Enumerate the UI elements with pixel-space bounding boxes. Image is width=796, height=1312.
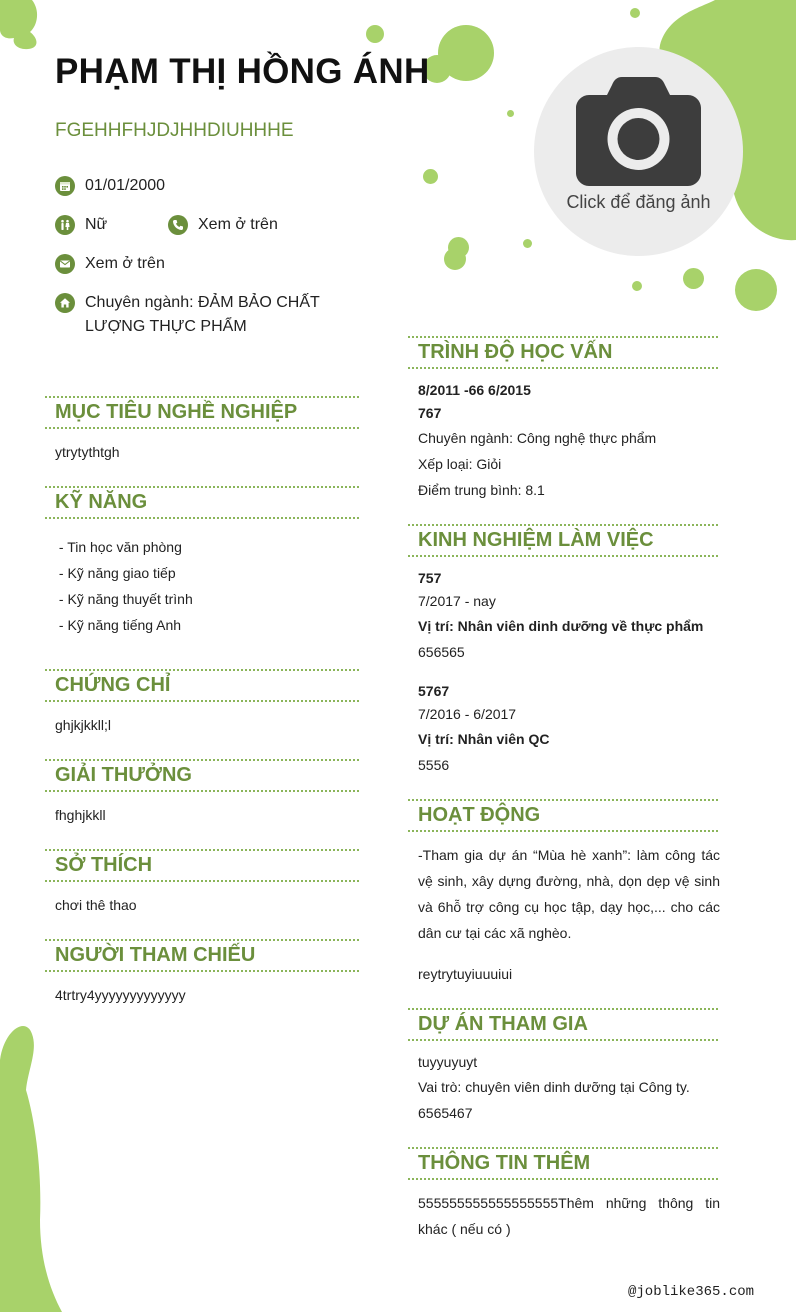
experience-desc[interactable]: 5556: [418, 757, 450, 773]
phone-icon: [168, 215, 188, 235]
experience-company[interactable]: 5767: [418, 683, 450, 699]
decor-dot: [523, 239, 532, 248]
email-value[interactable]: Xem ở trên: [85, 255, 165, 272]
certificates-text[interactable]: ghjkjkkll;l: [55, 717, 112, 733]
awards-text[interactable]: fhghjkkll: [55, 807, 106, 823]
experience-company[interactable]: 757: [418, 570, 442, 586]
job-title[interactable]: FGEHHFHJDJHHDIUHHHE: [55, 120, 294, 141]
experience-period[interactable]: 7/2017 - nay: [418, 593, 496, 609]
candidate-name[interactable]: PHẠM THỊ HỒNG ÁNH: [55, 52, 430, 91]
education-title: TRÌNH ĐỘ HỌC VẤN: [408, 336, 718, 369]
experience-position[interactable]: Vị trí: Nhân viên QC: [418, 731, 550, 747]
gender-row: [55, 213, 107, 237]
experience-position[interactable]: Vị trí: Nhân viên dinh dưỡng về thực phẩm: [418, 618, 704, 634]
decor-dot: [632, 281, 642, 291]
experience-desc[interactable]: 656565: [418, 644, 465, 660]
mail-icon: [55, 254, 75, 274]
decor-dot: [423, 169, 438, 184]
activities-extra[interactable]: reytrytuyiuuuiui: [418, 966, 513, 982]
references-title: NGƯỜI THAM CHIẾU: [45, 939, 359, 972]
camera-icon: [576, 77, 701, 187]
gender-value[interactable]: Nữ: [85, 216, 108, 233]
hobbies-title: SỞ THÍCH: [45, 849, 359, 882]
education-school[interactable]: 767: [418, 405, 442, 421]
skill-item[interactable]: - Kỹ năng tiếng Anh: [55, 617, 182, 633]
project-role[interactable]: Vai trò: chuyên viên dinh dưỡng tại Công ty.: [418, 1079, 690, 1095]
birthday-value[interactable]: 01/01/2000: [85, 177, 166, 194]
birthday-row: [55, 174, 165, 198]
major-row: [55, 291, 320, 339]
photo-upload-label: Click để đăng ảnh: [566, 192, 711, 212]
major-line-1: Chuyên ngành: ĐẢM BẢO CHẤT: [85, 294, 320, 311]
awards-title: GIẢI THƯỞNG: [45, 759, 359, 792]
projects-title: DỰ ÁN THAM GIA: [408, 1008, 718, 1041]
objective-text[interactable]: ytrytythtgh: [55, 444, 120, 460]
decor-dot: [735, 269, 777, 311]
education-major[interactable]: Chuyên ngành: Công nghệ thực phẩm: [418, 430, 657, 446]
experience-title: KINH NGHIỆM LÀM VIỆC: [408, 524, 718, 557]
certificates-title: CHỨNG CHỈ: [45, 669, 359, 702]
decor-dot: [507, 110, 514, 117]
project-name[interactable]: tuyyuyuyt: [418, 1054, 478, 1070]
major-line-2: LƯỢNG THỰC PHẨM: [85, 318, 247, 335]
major-text[interactable]: [85, 291, 320, 339]
phone-row: [168, 213, 278, 237]
references-text[interactable]: 4trtry4yyyyyyyyyyyyy: [55, 987, 186, 1003]
skill-item[interactable]: - Tin học văn phòng: [55, 539, 182, 555]
photo-upload[interactable]: [534, 47, 743, 256]
skill-item[interactable]: - Kỹ năng giao tiếp: [55, 565, 176, 581]
top-left-blob: [0, 0, 45, 50]
education-rank[interactable]: Xếp loại: Giỏi: [418, 456, 502, 472]
hobbies-text[interactable]: chơi thê thao: [55, 897, 137, 913]
skill-item[interactable]: - Kỹ năng thuyết trình: [55, 591, 193, 607]
gender-icon: [55, 215, 75, 235]
home-icon: [55, 293, 75, 313]
watermark: @joblike365.com: [628, 1284, 755, 1300]
decor-dot: [444, 248, 466, 270]
activities-title: HOẠT ĐỘNG: [408, 799, 718, 832]
objective-title: MỤC TIÊU NGHỀ NGHIỆP: [45, 396, 359, 429]
bottom-left-blob: [0, 1020, 70, 1312]
education-period[interactable]: 8/2011 -66 6/2015: [418, 382, 531, 398]
email-row: [55, 252, 165, 276]
decor-dot: [683, 268, 704, 289]
skills-title: KỸ NĂNG: [45, 486, 359, 519]
more-info-title: THÔNG TIN THÊM: [408, 1147, 718, 1180]
education-gpa[interactable]: Điểm trung bình: 8.1: [418, 482, 545, 498]
calendar-icon: [55, 176, 75, 196]
experience-period[interactable]: 7/2016 - 6/2017: [418, 706, 517, 722]
project-desc[interactable]: 6565467: [418, 1105, 473, 1121]
decor-dot: [630, 8, 640, 18]
activities-text[interactable]: -Tham gia dự án “Mùa hè xanh”: làm công tác vệ sinh, xây dựng đường, nhà, dọn dẹp vệ sinh và 6hỗ trợ công cụ học tập, dạy học,... cho các dân cư tại các xã nghèo.: [418, 847, 720, 941]
phone-value[interactable]: Xem ở trên: [198, 216, 278, 233]
decor-dot: [366, 25, 384, 43]
more-info-text[interactable]: 555555555555555555Thêm những thông tin khác ( nếu có ): [418, 1195, 720, 1237]
